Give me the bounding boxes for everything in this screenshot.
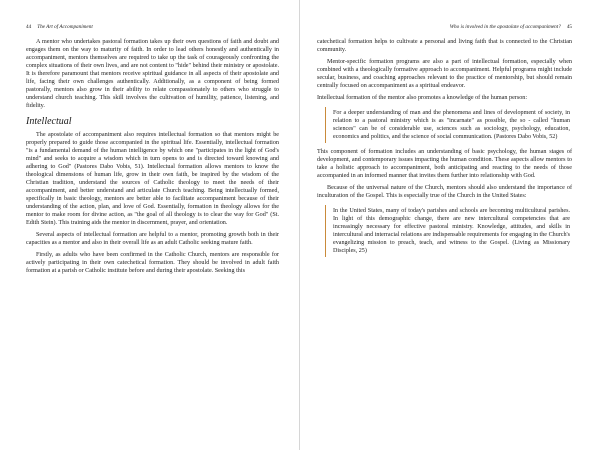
left-page-number: 44 [26,24,32,30]
block-quote-2 [325,205,570,257]
page-gutter [299,0,300,450]
right-paragraph-4: This component of formation includes an understanding of basic psychology, the human stages of development, and contemporary issues impacting the human condition. These aspects allow mentors to take a holistic approach to accompaniment, both anticipating and reacting to the needs of those accompanied in an informed manner that invites them further into relationship with God. [317,149,572,180]
left-paragraph-1: A mentor who undertakes pastoral formation takes up their own questions of faith and doubt and engages them on the way to maturity of faith. In order to lead others honestly and authentically in accompaniment, mentors themselves are required to take up the task of courageously confronting the complex situations of their own lives, and are not content to "hide" behind their ministry or apostolate. It is therefore paramount that mentors receive spiritual guidance in all aspects of their apostolate and life, facing their own challenges authentically. Additionally, as a component of being formed pastorally, mentors also grow in their ability to relate compassionately to others who struggle to understand church teaching. This skill involves the cultivation of humility, patience, listening, and fidelity. [26,39,279,110]
right-page-number: 45 [566,24,572,30]
left-paragraph-4: Firstly, as adults who have been confirmed in the Catholic Church, mentors are responsible for actively participating in their own catechetical formation. They should be involved in adult faith formation at a parish or Catholic institute before and during their apostolate. Seeking this [26,252,279,275]
left-page [6,0,291,450]
left-paragraph-2: The apostolate of accompaniment also requires intellectual formation so that mentors might be properly prepared to guide those accompanied in the spiritual life. Essentially, intellectual formation "is a fundamental demand of the human intelligence by which one "participates in the light of God's mind" and seeks to acquire a wisdom which in turn opens to and is directed toward knowing and adhering to God" (Pastores Dabo Vobis, 51). Intellectual formation allows mentors to know the theological dimensions of human life, grow in their own faith, be inspired by the wisdom of the Christian tradition, understand the sources of Catholic theology to meet the needs of their accompaniment, and better understand and articulate Church teaching. Being intellectually formed, specifically in basic theology, mentors are better able to facilitate accompaniment because of their understanding of the action, plan, and love of God. Essentially, formation in theology allows for the mentor to make room for divine action, as "the goal of all theology is to clear the way for God" (St. Edith Stein). This training aids the mentor in discernment, prayer, and orientation. [26,132,279,227]
right-running-head-title: Who is involved in the apostolate of accompaniment? [449,24,561,30]
left-running-head-title: The Art of Accompaniment [37,24,93,30]
section-heading-intellectual: Intellectual [26,116,72,128]
left-paragraph-3: Several aspects of intellectual formation are helpful to a mentor, promoting growth both in their capacities as a mentor and also in their overall life as an adult Catholic seeking mature faith. [26,232,279,247]
right-paragraph-1: catechetical formation helps to cultivate a personal and living faith that is connected to the Christian community. [317,39,572,54]
right-paragraph-2: Mentor-specific formation programs are also a part of intellectual formation, especially when combined with a theologically formative approach to accompaniment. Helpful programs might include secular, business, and coaching approaches relevant to the practice of mentorship, but should remain centrally focused on accompaniment as a spiritual endeavor. [317,59,572,90]
block-quote-1 [325,107,570,143]
right-paragraph-3: Intellectual formation of the mentor also promotes a knowledge of the human person: [317,95,528,102]
block-quote-2-text: In the United States, many of today's parishes and schools are becoming multicultural parishes. In light of this demographic change, there are new intercultural competencies that are increasingly necessary for effective pastoral ministry. Knowledge, attitudes, and skills in intercultural and interracial relations are indispensable requirements for engaging in the Church's evangelizing mission to preach, teach, and witness to the Gospel. (Living as Missionary Disciples, 25) [333,208,570,255]
block-quote-1-text: For a deeper understanding of man and the phenomena and lines of development of society, in relation to a pastoral ministry which is as "incarnate" as possible, the so - called "human sciences" can be of considerable use, sciences such as sociology, psychology, education, economics and politics, and the science of social communication. (Pastores Dabo Vobis, 52) [333,110,570,141]
right-page [301,0,586,450]
left-running-head [26,22,279,32]
right-paragraph-5: Because of the universal nature of the Church, mentors should also understand the importance of inculturation of the Gospel. This is especially true of the Church in the United States: [317,185,572,200]
right-running-head [317,22,572,32]
